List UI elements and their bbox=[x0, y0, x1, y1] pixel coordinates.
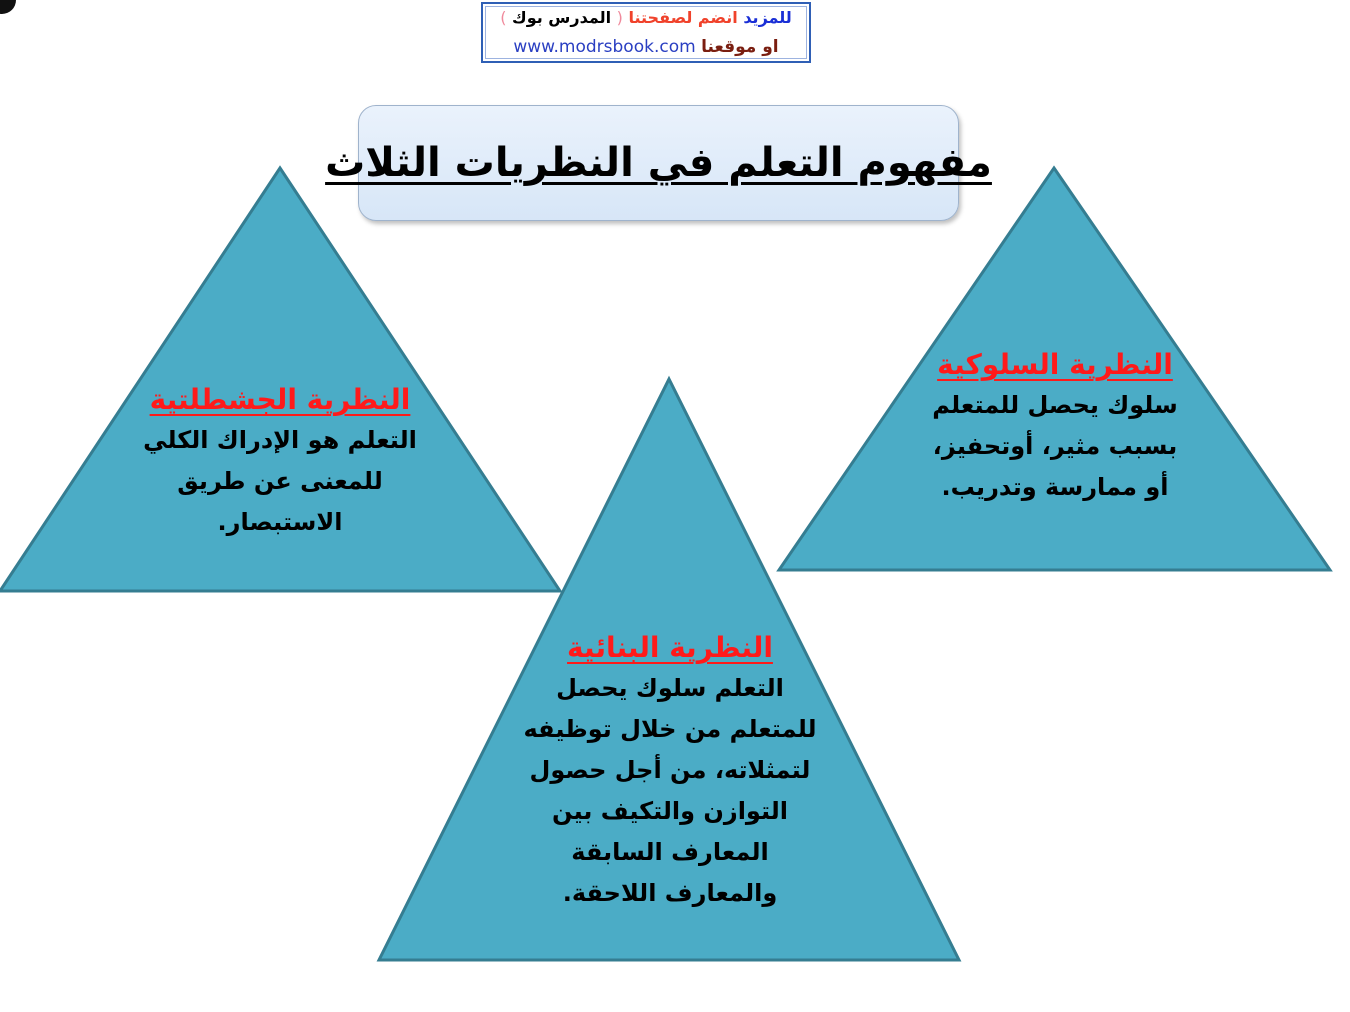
promo-paren-open: ( bbox=[616, 8, 623, 27]
constructivist-line: التعلم سلوك يحصل bbox=[556, 674, 784, 702]
gestalt-text-block bbox=[130, 380, 430, 543]
behavioral-line: أو ممارسة وتدريب. bbox=[941, 473, 1169, 501]
behavioral-text-block bbox=[905, 345, 1205, 508]
constructivist-line: المعارف السابقة bbox=[571, 838, 769, 866]
promo-paren-close: ) bbox=[500, 8, 507, 27]
gestalt-heading: النظرية الجشطلتية bbox=[149, 383, 411, 416]
gestalt-line: الاستبصار. bbox=[217, 508, 343, 536]
gestalt-line: التعلم هو الإدراك الكلي bbox=[143, 426, 417, 454]
promo-for-more: للمزيد bbox=[743, 8, 792, 27]
constructivist-line: التوازن والتكيف بين bbox=[551, 797, 788, 825]
gestalt-line: للمعنى عن طريق bbox=[177, 467, 383, 495]
constructivist-text-block bbox=[510, 628, 830, 914]
behavioral-line: سلوك يحصل للمتعلم bbox=[932, 391, 1178, 419]
promo-join: انضم لصفحتنا bbox=[628, 8, 738, 27]
promo-url-link[interactable]: www.modrsbook.com bbox=[513, 37, 696, 57]
constructivist-line: لتمثلاته، من أجل حصول bbox=[529, 756, 811, 784]
behavioral-heading: النظرية السلوكية bbox=[937, 348, 1173, 381]
page-title: مفهوم التعلم في النظريات الثلاث bbox=[325, 140, 992, 186]
title-box bbox=[325, 105, 992, 221]
behavioral-line: بسبب مثير، أوتحفيز، bbox=[932, 432, 1178, 460]
promo-page-name: المدرس بوك bbox=[512, 8, 612, 27]
promo-or-site: او موقعنا bbox=[701, 37, 779, 57]
constructivist-line: للمتعلم من خلال توظيفه bbox=[523, 715, 817, 743]
constructivist-line: والمعارف اللاحقة. bbox=[562, 879, 778, 907]
constructivist-heading: النظرية البنائية bbox=[567, 631, 773, 664]
